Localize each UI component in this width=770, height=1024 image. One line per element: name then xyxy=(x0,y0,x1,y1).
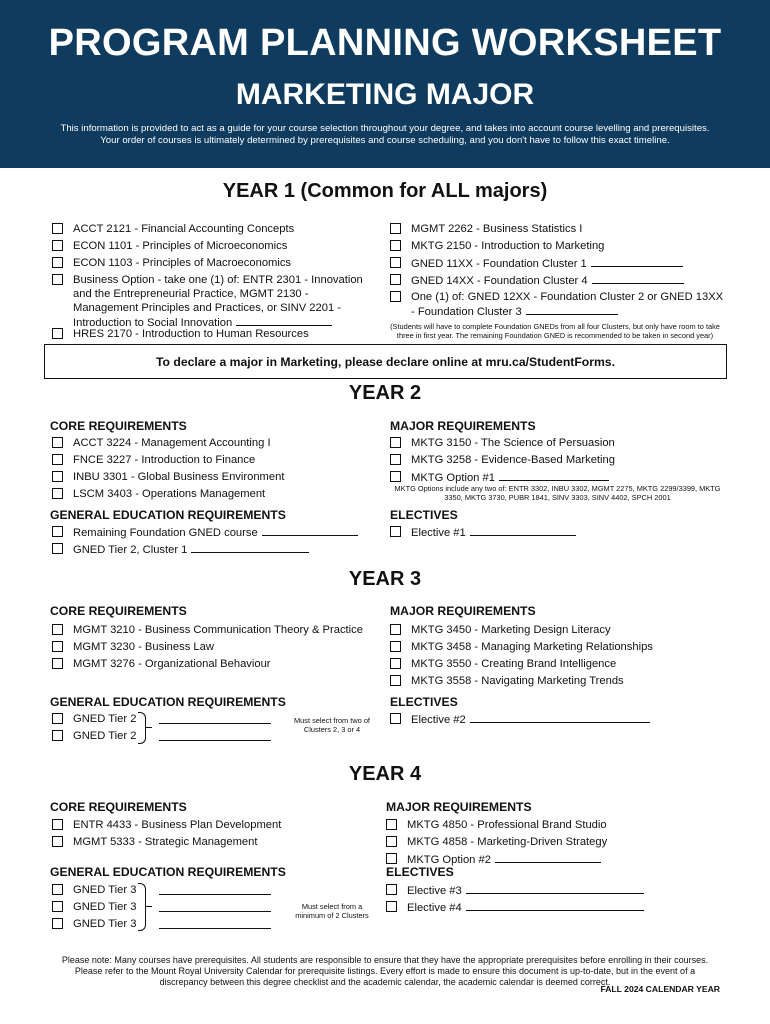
course-label: ACCT 2121 - Financial Accounting Concepts xyxy=(73,223,295,235)
year3-title: YEAR 3 xyxy=(348,568,422,590)
checkbox[interactable] xyxy=(52,454,63,465)
checkbox[interactable] xyxy=(390,274,401,285)
course-label: MKTG 3450 - Marketing Design Literacy xyxy=(411,624,611,636)
checklist-item[interactable] xyxy=(390,453,615,467)
note-line: three in first year. The remaining Foundation GNED is recommended to be taken in second year) xyxy=(396,331,714,340)
checklist-item[interactable] xyxy=(390,470,609,485)
year4-core-heading: CORE REQUIREMENTS xyxy=(50,800,187,814)
footer-line: Please refer to the Mount Royal University Calendar for prerequisite listings. Every effort is made to ensure this document is up-to-date, but in the event of a xyxy=(74,966,696,976)
course-label: GNED 11XX - Foundation Cluster 1 xyxy=(411,258,587,270)
checkbox[interactable] xyxy=(52,223,63,234)
checklist-item[interactable] xyxy=(52,835,257,849)
bracket-icon xyxy=(138,712,146,744)
header-banner xyxy=(0,0,770,168)
course-label: Remaining Foundation GNED course xyxy=(73,527,258,539)
course-label: Elective #3 xyxy=(407,885,462,897)
write-in-line[interactable] xyxy=(159,918,271,929)
checkbox[interactable] xyxy=(390,223,401,234)
checklist-item[interactable] xyxy=(52,917,136,931)
checkbox[interactable] xyxy=(390,713,401,724)
checklist-item[interactable] xyxy=(390,640,653,654)
course-label: MKTG 3150 - The Science of Persuasion xyxy=(411,437,615,449)
course-label: ENTR 4433 - Business Plan Development xyxy=(73,819,282,831)
checklist-item[interactable] xyxy=(52,657,271,671)
course-label: MGMT 3230 - Business Law xyxy=(73,641,214,653)
checkbox[interactable] xyxy=(52,918,63,929)
course-label: MKTG 3258 - Evidence-Based Marketing xyxy=(411,454,615,466)
page-title: PROGRAM PLANNING WORKSHEET xyxy=(48,22,722,64)
checkbox[interactable] xyxy=(52,884,63,895)
checklist-item[interactable] xyxy=(390,657,616,671)
checklist-item[interactable] xyxy=(52,729,136,743)
course-label: MKTG 4858 - Marketing-Driven Strategy xyxy=(407,836,608,848)
write-in-line[interactable] xyxy=(466,900,644,911)
course-label: MKTG 3550 - Creating Brand Intelligence xyxy=(411,658,617,670)
write-in-line[interactable] xyxy=(470,712,650,723)
checkbox[interactable] xyxy=(52,713,63,724)
page-subtitle: MARKETING MAJOR xyxy=(235,78,535,111)
checklist-item[interactable] xyxy=(386,835,607,849)
checkbox[interactable] xyxy=(52,257,63,268)
checkbox[interactable] xyxy=(386,853,397,864)
bracket-tip-icon xyxy=(146,727,152,728)
mktg-options-note xyxy=(380,484,735,502)
checklist-item[interactable] xyxy=(52,623,363,637)
write-in-line[interactable] xyxy=(159,713,271,724)
checklist-item[interactable] xyxy=(52,470,284,484)
course-label: MKTG Option #1 xyxy=(411,472,495,484)
course-label: MGMT 5333 - Strategic Management xyxy=(73,836,258,848)
write-in-line[interactable] xyxy=(499,470,609,481)
checklist-item[interactable] xyxy=(386,883,644,898)
year3-electives-heading: ELECTIVES xyxy=(390,695,458,709)
course-label: GNED 14XX - Foundation Cluster 4 xyxy=(411,275,588,287)
year1-gned-note xyxy=(380,322,730,340)
checklist-item[interactable] xyxy=(390,623,611,637)
bracket-icon xyxy=(138,883,146,931)
year4-electives-heading: ELECTIVES xyxy=(386,865,454,879)
course-label: ACCT 3224 - Management Accounting I xyxy=(73,437,271,449)
year1-title: YEAR 1 (Common for ALL majors) xyxy=(222,180,548,202)
note-line: 3350, MKTG 3730, PUBR 1841, SINV 3303, SINV 4402, SPCH 2001 xyxy=(444,493,671,502)
calendar-year-tag: FALL 2024 CALENDAR YEAR xyxy=(600,984,720,994)
year2-electives-heading: ELECTIVES xyxy=(390,508,458,522)
footer-line: Please note: Many courses have prerequisites. All students are responsible to ensure that they have the appropriate prerequisites before enrolling in their courses. xyxy=(61,955,709,965)
write-in-line[interactable] xyxy=(236,315,332,326)
checklist-item[interactable] xyxy=(390,239,604,253)
write-in-line[interactable] xyxy=(262,525,358,536)
course-label: Business Option - take one (1) of: ENTR 2301 - Innovation xyxy=(73,274,363,286)
checkbox[interactable] xyxy=(52,437,63,448)
course-label: INBU 3301 - Global Business Environment xyxy=(73,471,285,483)
checkbox[interactable] xyxy=(52,526,63,537)
checklist-item[interactable] xyxy=(390,712,650,727)
checkbox[interactable] xyxy=(52,543,63,554)
checkbox[interactable] xyxy=(52,624,63,635)
write-in-line[interactable] xyxy=(466,883,644,894)
header-note xyxy=(30,123,740,147)
checkbox[interactable] xyxy=(386,901,397,912)
course-label: MKTG 2150 - Introduction to Marketing xyxy=(411,240,605,252)
write-in-line[interactable] xyxy=(526,304,618,315)
year4-gen-note xyxy=(284,902,380,920)
checklist-item[interactable] xyxy=(52,239,287,253)
year4-gen-heading: GENERAL EDUCATION REQUIREMENTS xyxy=(50,865,286,879)
checklist-item[interactable] xyxy=(390,436,615,450)
checklist-item[interactable] xyxy=(52,273,363,330)
year3-gen-note xyxy=(284,716,380,734)
note-line: Must select from two of xyxy=(294,716,370,725)
year3-gen-heading: GENERAL EDUCATION REQUIREMENTS xyxy=(50,695,286,709)
checkbox[interactable] xyxy=(390,240,401,251)
checklist-item[interactable] xyxy=(390,256,683,271)
checklist-item[interactable] xyxy=(52,436,271,450)
checkbox[interactable] xyxy=(390,257,401,268)
write-in-line[interactable] xyxy=(159,901,271,912)
bracket-tip-icon xyxy=(146,906,152,907)
checkbox[interactable] xyxy=(390,291,401,302)
course-label: GNED Tier 3 xyxy=(73,918,137,930)
write-in-line[interactable] xyxy=(159,730,271,741)
note-line: (Students will have to complete Foundation GNEDs from all four Clusters, but only have room to take xyxy=(390,322,720,331)
header-note-line: This information is provided to act as a guide for your course selection throughout your degree, and takes into account course levelling and prerequisites. xyxy=(60,123,710,134)
business-option-text xyxy=(73,273,363,330)
course-label: Elective #1 xyxy=(411,527,466,539)
year2-gen-heading: GENERAL EDUCATION REQUIREMENTS xyxy=(50,508,286,522)
course-label: MKTG 4850 - Professional Brand Studio xyxy=(407,819,607,831)
checklist-item[interactable] xyxy=(52,542,309,557)
footer-line: discrepancy between this degree checklist and the academic calendar, the academic calendar is deemed correct. xyxy=(159,977,611,987)
checklist-item[interactable] xyxy=(390,273,684,288)
course-label: MGMT 2262 - Business Statistics I xyxy=(411,223,583,235)
checkbox[interactable] xyxy=(390,454,401,465)
course-label: MKTG Option #2 xyxy=(407,854,491,866)
year2-major-heading: MAJOR REQUIREMENTS xyxy=(390,419,536,433)
course-label: GNED Tier 2 xyxy=(73,730,137,742)
header-note-line: Your order of courses is ultimately determined by prerequisites and course scheduling, and you don't have to follow this exact timeline. xyxy=(100,135,670,146)
checkbox[interactable] xyxy=(390,675,401,686)
course-label: Elective #2 xyxy=(411,714,466,726)
course-label: Introduction to Social Innovation xyxy=(73,317,233,329)
checkbox[interactable] xyxy=(386,836,397,847)
checklist-item[interactable] xyxy=(386,818,607,832)
course-label: ECON 1103 - Principles of Macroeconomics xyxy=(73,257,292,269)
year2-core-heading: CORE REQUIREMENTS xyxy=(50,419,187,433)
note-line: minimum of 2 Clusters xyxy=(295,911,369,920)
checklist-item[interactable] xyxy=(52,640,214,654)
course-label: and the Entrepreneurial Practice, MGMT 2130 - xyxy=(73,288,309,300)
checkbox[interactable] xyxy=(52,641,63,652)
checklist-item[interactable] xyxy=(390,674,624,688)
course-label: GNED Tier 3 xyxy=(73,884,137,896)
note-line: Clusters 2, 3 or 4 xyxy=(303,725,361,734)
checklist-item[interactable] xyxy=(52,222,294,236)
checkbox[interactable] xyxy=(52,471,63,482)
checklist-item[interactable] xyxy=(52,712,136,726)
checkbox[interactable] xyxy=(390,437,401,448)
course-label: LSCM 3403 - Operations Management xyxy=(73,488,266,500)
course-label: FNCE 3227 - Introduction to Finance xyxy=(73,454,256,466)
checklist-item[interactable] xyxy=(52,525,358,540)
checkbox[interactable] xyxy=(390,641,401,652)
checkbox[interactable] xyxy=(52,328,63,339)
checkbox[interactable] xyxy=(52,819,63,830)
course-label: - Foundation Cluster 3 xyxy=(411,306,522,318)
checkbox[interactable] xyxy=(390,658,401,669)
checkbox[interactable] xyxy=(52,730,63,741)
course-label: Management Principles and Practices, or SINV 2201 - xyxy=(73,302,342,314)
declare-major-banner[interactable]: To declare a major in Marketing, please declare online at mru.ca/StudentForms. xyxy=(44,344,727,379)
write-in-line[interactable] xyxy=(592,273,684,284)
course-label: HRES 2170 - Introduction to Human Resources xyxy=(73,328,309,340)
write-in-line[interactable] xyxy=(191,542,309,553)
course-label: ECON 1101 - Principles of Microeconomics xyxy=(73,240,288,252)
checklist-item[interactable] xyxy=(386,900,644,915)
checkbox[interactable] xyxy=(52,488,63,499)
course-label: GNED Tier 2 xyxy=(73,713,137,725)
year2-title: YEAR 2 xyxy=(348,382,422,404)
checkbox[interactable] xyxy=(52,658,63,669)
checklist-item[interactable] xyxy=(52,883,136,897)
checkbox[interactable] xyxy=(390,471,401,482)
checklist-item[interactable] xyxy=(52,487,265,501)
write-in-line[interactable] xyxy=(159,884,271,895)
year3-major-heading: MAJOR REQUIREMENTS xyxy=(390,604,536,618)
course-label: One (1) of: GNED 12XX - Foundation Cluster 2 or GNED 13XX xyxy=(411,291,724,303)
checkbox[interactable] xyxy=(390,624,401,635)
checklist-item[interactable] xyxy=(52,327,309,341)
checkbox[interactable] xyxy=(52,901,63,912)
checklist-item[interactable] xyxy=(390,290,723,319)
year4-major-heading: MAJOR REQUIREMENTS xyxy=(386,800,532,814)
course-label: MGMT 3276 - Organizational Behaviour xyxy=(73,658,271,670)
course-label: GNED Tier 3 xyxy=(73,901,137,913)
course-label: MKTG 3458 - Managing Marketing Relationships xyxy=(411,641,653,653)
course-label: GNED Tier 2, Cluster 1 xyxy=(73,544,188,556)
checkbox[interactable] xyxy=(390,526,401,537)
checklist-item[interactable] xyxy=(52,256,291,270)
year4-title: YEAR 4 xyxy=(348,763,422,785)
checklist-item[interactable] xyxy=(52,900,136,914)
checkbox[interactable] xyxy=(52,240,63,251)
checklist-item[interactable] xyxy=(52,818,281,832)
checkbox[interactable] xyxy=(386,884,397,895)
note-line: MKTG Options include any two of: ENTR 3302, INBU 3302, MGMT 2275, MKTG 2299/3399, MKTG xyxy=(394,484,721,493)
note-line: Must select from a xyxy=(301,902,363,911)
write-in-line[interactable] xyxy=(495,852,601,863)
checklist-item[interactable] xyxy=(52,453,255,467)
course-label: MKTG 3558 - Navigating Marketing Trends xyxy=(411,675,624,687)
checkbox[interactable] xyxy=(386,819,397,830)
write-in-line[interactable] xyxy=(591,256,683,267)
write-in-line[interactable] xyxy=(470,525,576,536)
year3-core-heading: CORE REQUIREMENTS xyxy=(50,604,187,618)
checklist-item[interactable] xyxy=(390,222,582,236)
course-label: MGMT 3210 - Business Communication Theory & Practice xyxy=(73,624,363,636)
course-label: Elective #4 xyxy=(407,902,462,914)
checkbox[interactable] xyxy=(52,274,63,285)
checkbox[interactable] xyxy=(52,836,63,847)
checklist-item[interactable] xyxy=(390,525,576,540)
